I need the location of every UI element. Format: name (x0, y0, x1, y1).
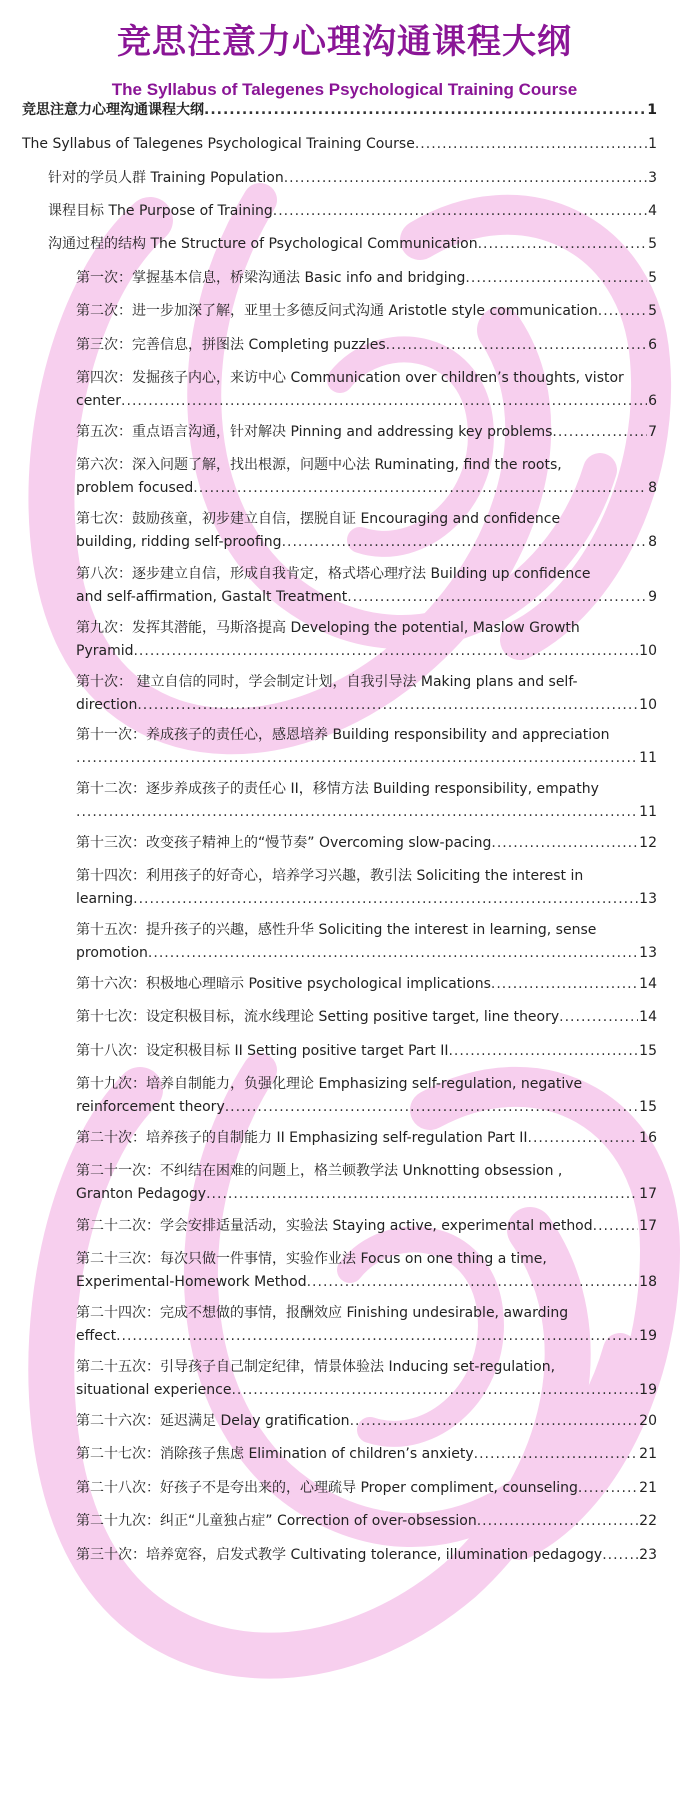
toc-entry[interactable] (76, 299, 657, 323)
toc-page-number: 5 (648, 236, 657, 252)
toc-leader-dots (478, 232, 648, 256)
toc-leader-dots (76, 800, 638, 824)
toc-entry-label: building, ridding self-proofing (76, 534, 282, 550)
toc-entry[interactable] (76, 1095, 657, 1119)
toc-leader-dots (474, 1442, 639, 1466)
toc-leader-dots (307, 1270, 639, 1294)
toc-leader-dots (528, 1126, 639, 1150)
toc-entry[interactable] (76, 1509, 657, 1533)
toc-entry-label: reinforcement theory (76, 1099, 225, 1115)
toc-page-number: 8 (648, 534, 657, 550)
toc-entry-label: 第二十二次：学会安排适量活动，实验法 Staying active, experimental method (76, 1218, 593, 1234)
toc-entry[interactable] (76, 639, 657, 663)
toc-page-number: 12 (639, 835, 657, 851)
toc-leader-dots (121, 389, 647, 413)
toc-entry-label: The Syllabus of Talegenes Psychological Training Course (22, 136, 415, 152)
toc-entry[interactable] (76, 1182, 657, 1206)
toc-entry-label: promotion (76, 945, 148, 961)
toc-entry[interactable] (76, 585, 657, 609)
toc-entry[interactable] (48, 166, 657, 190)
toc-entry-first-line: 第十四次：利用孩子的好奇心，培养学习兴趣，教引法 Soliciting the interest in (76, 868, 584, 884)
toc-entry[interactable] (48, 232, 657, 256)
toc-entry-label: center (76, 393, 122, 409)
toc-entry[interactable] (76, 800, 657, 824)
toc-leader-dots (204, 98, 646, 122)
toc-page-number: 6 (648, 393, 657, 409)
toc-leader-dots (231, 1378, 638, 1402)
toc-leader-dots (284, 166, 647, 190)
toc-entry-first-line: 第十五次：提升孩子的兴趣，感性升华 Soliciting the interest in learning, sense (76, 922, 597, 938)
toc-entry-label: 第十六次：积极地心理暗示 Positive psychological implications (76, 976, 491, 992)
toc-leader-dots (491, 831, 638, 855)
toc-page-number: 11 (639, 804, 657, 820)
toc-entry[interactable] (76, 420, 657, 444)
toc-entry-first-line: 第十九次：培养自制能力，负强化理论 Emphasizing self-regulation, negative (76, 1076, 583, 1092)
toc-page-number: 14 (639, 976, 657, 992)
toc-leader-dots (282, 530, 648, 554)
toc-entry[interactable] (76, 1005, 657, 1029)
page-title-english: The Syllabus of Talegenes Psychological Training Course (111, 80, 578, 99)
toc-entry-label: and self-affirmation, Gastalt Treatment (76, 589, 348, 605)
toc-page-number: 23 (639, 1547, 657, 1563)
toc-entry-label: 第二十六次：延迟满足 Delay gratification (76, 1413, 350, 1429)
toc-entry[interactable] (22, 98, 657, 122)
toc-entry[interactable] (76, 1126, 657, 1150)
toc-leader-dots (578, 1476, 638, 1500)
toc-page-number: 20 (639, 1413, 657, 1429)
toc-entry-label: 第二十七次：消除孩子焦虑 Elimination of children’s anxiety (76, 1446, 474, 1462)
toc-entry[interactable] (76, 389, 657, 413)
toc-entry-first-line: 第十二次：逐步养成孩子的责任心 II，移情方法 Building responsibility, empathy (76, 781, 599, 797)
toc-leader-dots (137, 693, 638, 717)
toc-entry-first-line: 第二十五次：引导孩子自己制定纪律，情景体验法 Inducing set-regulation, (76, 1359, 556, 1375)
toc-page-number: 15 (639, 1043, 657, 1059)
toc-leader-dots (477, 1509, 638, 1533)
toc-entry[interactable] (76, 1543, 657, 1567)
toc-leader-dots (133, 887, 638, 911)
toc-entry-label: 第二十九次：纠正“儿童独占症” Correction of over-obsession (76, 1513, 477, 1529)
toc-entry-label: effect (76, 1328, 117, 1344)
toc-leader-dots (273, 199, 647, 223)
toc-entry[interactable] (76, 1214, 657, 1238)
toc-page-number: 19 (639, 1382, 657, 1398)
toc-leader-dots (465, 266, 647, 290)
toc-page-number: 16 (639, 1130, 657, 1146)
toc-entry-label: Pyramid (76, 643, 134, 659)
toc-entry-label: 第十三次：改变孩子精神上的“慢节奏” Overcoming slow-pacing (76, 835, 492, 851)
toc-entry-label: 第一次：掌握基本信息，桥梁沟通法 Basic info and bridging (76, 270, 466, 286)
toc-leader-dots (76, 746, 638, 770)
toc-entry[interactable] (76, 1324, 657, 1348)
toc-entry[interactable] (76, 941, 657, 965)
toc-entry[interactable] (76, 1378, 657, 1402)
toc-entry-label: Granton Pedagogy (76, 1186, 207, 1202)
toc-leader-dots (116, 1324, 638, 1348)
toc-entry-first-line: 第七次：鼓励孩童，初步建立自信，摆脱自证 Encouraging and confidence (76, 511, 561, 527)
toc-page-number: 13 (639, 891, 657, 907)
toc-entry-label: 第二次：进一步加深了解，亚里士多德反问式沟通 Aristotle style communication (76, 303, 598, 319)
toc-leader-dots (602, 1543, 638, 1567)
toc-leader-dots (415, 132, 647, 156)
toc-entry-label: 第二十次：培养孩子的自制能力 II Emphasizing self-regulation Part II (76, 1130, 528, 1146)
toc-leader-dots (598, 299, 647, 323)
toc-page-number: 21 (639, 1480, 657, 1496)
toc-page-number: 17 (639, 1186, 657, 1202)
toc-leader-dots (148, 941, 638, 965)
toc-entry[interactable] (76, 1409, 657, 1433)
toc-entry-first-line: 第十次： 建立自信的同时，学会制定计划，自我引导法 Making plans and self- (76, 674, 578, 690)
toc-entry-label: 第二十八次：好孩子不是夸出来的，心理疏导 Proper compliment, counseling (76, 1480, 578, 1496)
toc-page-number: 13 (639, 945, 657, 961)
toc-leader-dots (491, 972, 638, 996)
toc-entry-first-line: 第二十四次：完成不想做的事情，报酬效应 Finishing undesirable, awarding (76, 1305, 569, 1321)
toc-entry[interactable] (76, 887, 657, 911)
toc-page-number: 6 (648, 337, 657, 353)
toc-page-number: 10 (639, 643, 657, 659)
toc-entry-first-line: 第九次：发挥其潜能，马斯洛提高 Developing the potential, Maslow Growth (76, 620, 580, 636)
toc-page-number: 14 (639, 1009, 657, 1025)
toc-entry[interactable] (76, 476, 657, 500)
toc-entry-label: 第三十次：培养宽容，启发式教学 Cultivating tolerance, illumination pedagogy (76, 1547, 603, 1563)
toc-page-number: 1 (647, 102, 657, 118)
toc-entry-label: 沟通过程的结构 The Structure of Psychological Communication (48, 236, 478, 252)
toc-leader-dots (386, 333, 647, 357)
toc-entry[interactable] (76, 530, 657, 554)
toc-leader-dots (193, 476, 647, 500)
toc-entry-label: 第五次：重点语言沟通，针对解决 Pinning and addressing key problems (76, 424, 553, 440)
toc-leader-dots (206, 1182, 638, 1206)
page-title-chinese: 竞思注意力心理沟通课程大纲 (117, 22, 572, 62)
toc-leader-dots (448, 1039, 638, 1063)
toc-entry-first-line: 第六次：深入问题了解，找出根源，问题中心法 Ruminating, find the roots, (76, 457, 562, 473)
toc-page-number: 11 (639, 750, 657, 766)
toc-page-number: 10 (639, 697, 657, 713)
toc-entry[interactable] (76, 972, 657, 996)
toc-entry[interactable] (76, 1270, 657, 1294)
toc-entry-label: 第十七次：设定积极目标，流水线理论 Setting positive target, line theory (76, 1009, 560, 1025)
toc-page-number: 15 (639, 1099, 657, 1115)
toc-page-number: 4 (648, 203, 657, 219)
toc-entry[interactable] (76, 831, 657, 855)
toc-entry-label: direction (76, 697, 138, 713)
toc-entry[interactable] (76, 1476, 657, 1500)
toc-leader-dots (593, 1214, 639, 1238)
toc-entry-label: 竞思注意力心理沟通课程大纲 (22, 102, 204, 118)
toc-leader-dots (350, 1409, 639, 1433)
toc-entry-label: situational experience (76, 1382, 232, 1398)
toc-page-number: 5 (648, 303, 657, 319)
toc-page-number: 5 (648, 270, 657, 286)
toc-page-number: 1 (648, 136, 657, 152)
toc-entry[interactable] (76, 1442, 657, 1466)
toc-leader-dots (225, 1095, 638, 1119)
toc-entry-label: Experimental-Homework Method (76, 1274, 307, 1290)
toc-entry-first-line: 第四次：发掘孩子内心，来访中心 Communication over children’s thoughts, vistor (76, 370, 624, 386)
toc-entry-first-line: 第二十一次：不纠结在困难的问题上，格兰顿教学法 Unknotting obsession , (76, 1163, 563, 1179)
toc-entry-first-line: 第十一次：养成孩子的责任心，感恩培养 Building responsibility and appreciation (76, 727, 610, 743)
toc-entry[interactable] (48, 199, 657, 223)
toc-leader-dots (552, 420, 647, 444)
toc-entry[interactable] (76, 693, 657, 717)
toc-page-number: 3 (648, 170, 657, 186)
toc-page-number: 8 (648, 480, 657, 496)
toc-entry-label: 针对的学员人群 Training Population (48, 170, 284, 186)
toc-page-number: 19 (639, 1328, 657, 1344)
toc-page-number: 17 (639, 1218, 657, 1234)
toc-page-number: 9 (648, 589, 657, 605)
toc-leader-dots (347, 585, 647, 609)
toc-entry-first-line: 第八次：逐步建立自信，形成自我肯定，格式塔心理疗法 Building up confidence (76, 566, 591, 582)
toc-entry-label: 第十八次：设定积极目标 II Setting positive target Part II (76, 1043, 449, 1059)
toc-entry[interactable] (76, 1039, 657, 1063)
toc-entry-label: problem focused (76, 480, 194, 496)
toc-entry[interactable] (22, 132, 657, 156)
toc-entry[interactable] (76, 333, 657, 357)
toc-leader-dots (559, 1005, 638, 1029)
toc-page-number: 18 (639, 1274, 657, 1290)
toc-page-number: 7 (648, 424, 657, 440)
toc-leader-dots (133, 639, 638, 663)
toc-entry[interactable] (76, 746, 657, 770)
toc-entry-first-line: 第二十三次：每次只做一件事情，实验作业法 Focus on one thing a time, (76, 1251, 547, 1267)
toc-entry-label: learning (76, 891, 134, 907)
toc-page-number: 21 (639, 1446, 657, 1462)
toc-entry-label: 课程目标 The Purpose of Training (48, 203, 273, 219)
toc-page-number: 22 (639, 1513, 657, 1529)
toc-entry[interactable] (76, 266, 657, 290)
toc-entry-label: 第三次：完善信息，拼图法 Completing puzzles (76, 337, 386, 353)
